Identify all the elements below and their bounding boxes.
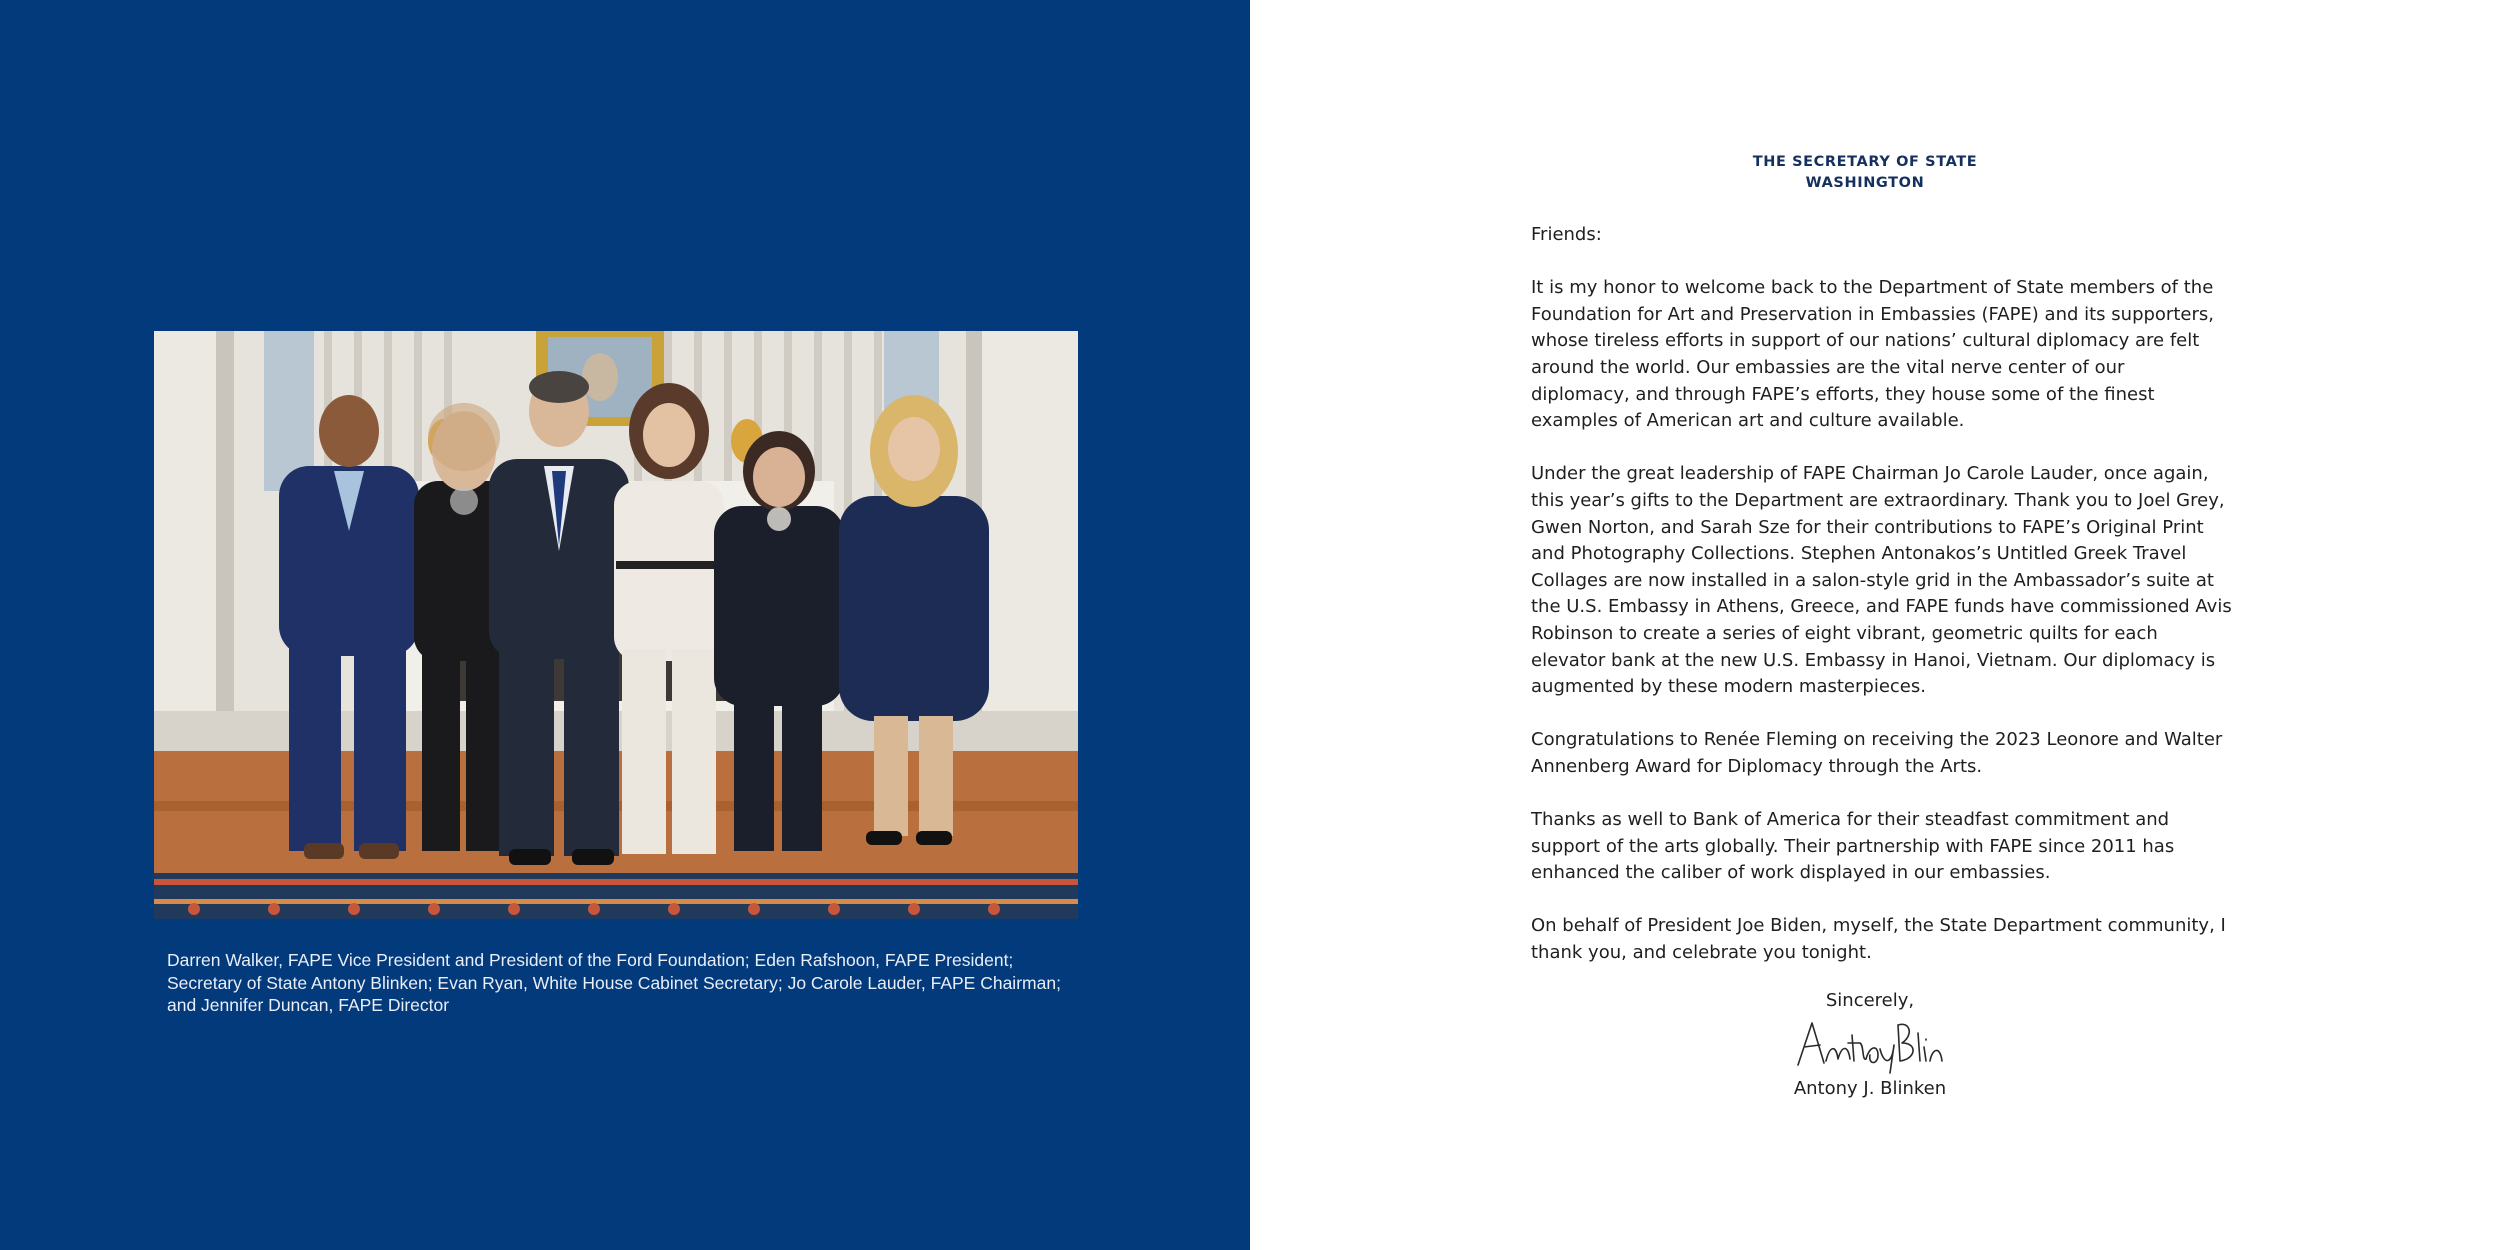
- letter-line: support of the arts globally. Their partnership with FAPE since 2011 has: [1531, 835, 2175, 857]
- letterhead-title: THE SECRETARY OF STATE: [1752, 154, 1978, 170]
- signature: [1790, 1015, 1950, 1075]
- caption-line: Darren Walker, FAPE Vice President and President of the Ford Foundation; Eden Rafshoon, FAPE President;: [167, 950, 1014, 970]
- letter-line: diplomacy, and through FAPE’s efforts, they house some of the finest: [1531, 383, 2155, 405]
- group-photo-image: [154, 331, 1078, 919]
- letterhead-location: WASHINGTON: [1805, 175, 1925, 191]
- letter-line: examples of American art and culture available.: [1531, 410, 1965, 432]
- letter-line: elevator bank at the new U.S. Embassy in Hanoi, Vietnam. Our diplomacy is: [1531, 649, 2216, 671]
- letter-line: augmented by these modern masterpieces.: [1531, 676, 1926, 698]
- letter-line: Foundation for Art and Preservation in Embassies (FAPE) and its supporters,: [1531, 303, 2214, 325]
- letter-line: whose tireless efforts in support of our nations’ cultural diplomacy are felt: [1531, 330, 2200, 352]
- letter-line: Thanks as well to Bank of America for their steadfast commitment and: [1531, 809, 2170, 831]
- letterhead: [1250, 152, 2480, 194]
- letter-line: It is my honor to welcome back to the Department of State members of the: [1531, 277, 2214, 299]
- letter-line: Under the great leadership of FAPE Chairman Jo Carole Lauder, once again,: [1531, 463, 2209, 485]
- caption-line: Secretary of State Antony Blinken; Evan Ryan, White House Cabinet Secretary; Jo Carole Lauder, FAPE Chairman;: [167, 972, 1061, 993]
- letter-paragraph: [1531, 461, 2271, 700]
- letter-paragraph: [1531, 913, 2271, 966]
- letter-line: On behalf of President Joe Biden, myself, the State Department community, I: [1531, 915, 2226, 937]
- letter-paragraph: [1531, 807, 2271, 887]
- letter-line: Collages are now installed in a salon-style grid in the Ambassador’s suite at: [1531, 569, 2214, 591]
- photo-caption: [167, 949, 1087, 1017]
- letter-line: around the world. Our embassies are the vital nerve center of our: [1531, 356, 2125, 378]
- signer-name: Antony J. Blinken: [1793, 1078, 1947, 1099]
- letter-line: this year’s gifts to the Department are extraordinary. Thank you to Joel Grey,: [1531, 489, 2225, 511]
- letter-line: Robinson to create a series of eight vibrant, geometric quilts for each: [1531, 622, 2158, 644]
- letter-line: Congratulations to Renée Fleming on receiving the 2023 Leonore and Walter: [1531, 729, 2223, 751]
- letter-line: the U.S. Embassy in Athens, Greece, and FAPE funds have commissioned Avis: [1531, 596, 2232, 618]
- letter-body: [1531, 222, 2271, 993]
- letter-line: enhanced the caliber of work displayed in our embassies.: [1531, 862, 2051, 884]
- letter-paragraph: [1531, 275, 2271, 435]
- letter-line: Gwen Norton, and Sarah Sze for their contributions to FAPE’s Original Print: [1531, 516, 2204, 538]
- letter-paragraph: [1531, 727, 2271, 780]
- salutation: Friends:: [1531, 224, 1602, 245]
- letter-line: and Photography Collections. Stephen Antonakos’s Untitled Greek Travel: [1531, 543, 2187, 565]
- caption-line: and Jennifer Duncan, FAPE Director: [167, 995, 450, 1015]
- closing: Sincerely,: [1825, 990, 1915, 1011]
- letter-line: thank you, and celebrate you tonight.: [1531, 942, 1872, 964]
- letter-line: Annenberg Award for Diplomacy through the Arts.: [1531, 755, 1983, 777]
- group-photo: [154, 331, 1078, 919]
